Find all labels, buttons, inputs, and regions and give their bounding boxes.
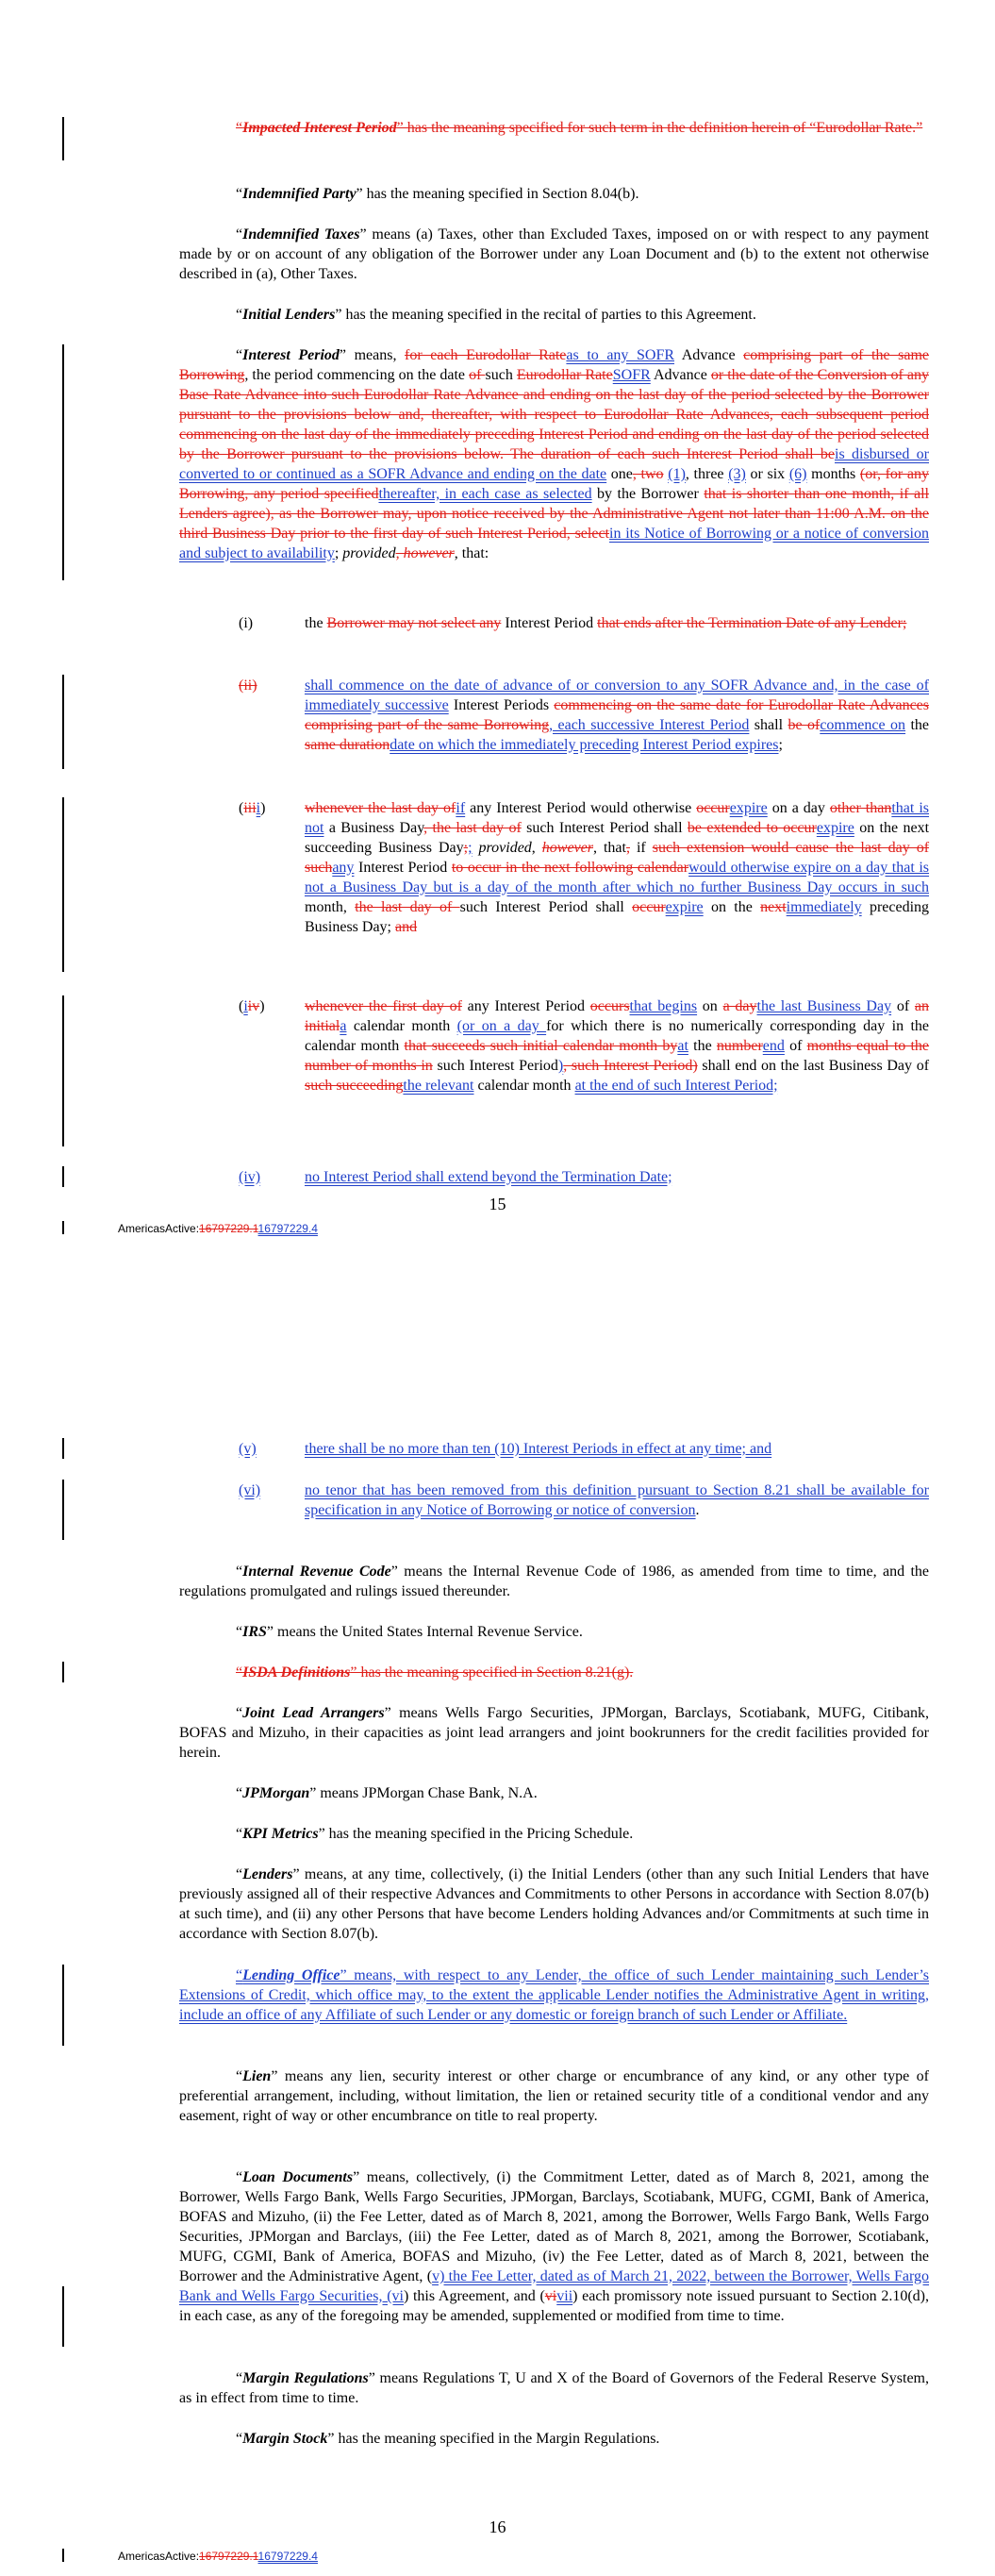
proviso-item-iv: (iiv) whenever the first day of any Interest Period occursthat begins on a daythe last Business Day of an initiala calendar month (or on a day for which there is no numerically corresponding day in the calendar month that succeeds such initial calendar month byat the numberend of months equal to the number of months in such Interest Period), such Interest Period) shall end on the last Business Day of such succeedingthe relevant calendar month at the end of such Interest Period; (239, 998, 930, 1094)
page-16 (0, 1415, 995, 2576)
definition-irs: “IRS” means the United States Internal Revenue Service. (236, 1624, 583, 1640)
definition-kpi-metrics: “KPI Metrics” has the meaning specified in the Pricing Schedule. (236, 1826, 634, 1842)
definition-indemnified-party: “Indemnified Party” has the meaning specified in Section 8.04(b). (236, 186, 639, 202)
definition-jpmorgan: “JPMorgan” means JPMorgan Chase Bank, N.A. (236, 1785, 538, 1801)
definition-interest-period: “Interest Period” means, for each Eurodollar Rateas to any SOFR Advance comprising part of the same Borrowing, the period commencing on the date of such Eurodollar RateSOFR Advance or the date of the Conversion of any Base Rate Advance into such Eurodollar Rate Advance and ending on the last day of the period selected by the Borrower pursuant to the provisions below and, thereafter, with respect to Eurodollar Rate Advances, each subsequent period commencing on the last day of the immediately preceding Interest Period and ending on the last day of the period selected by the Borrower pursuant to the provisions below. The duration of each such Interest Period shall beis disbursed or converted to or continued as a SOFR Advance and ending on the date one, two (1), three (3) or six (6) months (or, for any Borrowing, any period specifiedthereafter, in each case as selected by the Borrower that is shorter than one month, if all Lenders agree), as the Borrower may, upon notice received by the Administrative Agent not later than 11:00 A.M. on the third Business Day prior to the first day of such Interest Period, selectin its Notice of Borrowing or a notice of conversion and subject to availability; provided, however, that: (179, 347, 930, 561)
document-footer: AmericasActive:16797229.116797229.4 (118, 2550, 318, 2563)
change-bar (62, 1438, 64, 1459)
definition-indemnified-taxes: “Indemnified Taxes” means (a) Taxes, other than Excluded Taxes, imposed on or with respect to any payment made by or on account of any obligation of the Borrower under any Loan Document and (b) to the extent not otherwise described in (a), Other Taxes. (179, 226, 929, 282)
definition-isda-definitions: “ISDA Definitions” has the meaning specified in Section 8.21(g). (236, 1664, 634, 1681)
change-bar (62, 1965, 64, 2046)
definition-margin-stock: “Margin Stock” has the meaning specified in the Margin Regulations. (236, 2431, 660, 2447)
change-bar (62, 1166, 64, 1187)
change-bar (62, 675, 64, 769)
change-bar (62, 1221, 64, 1234)
document-footer: AmericasActive:16797229.116797229.4 (118, 1222, 318, 1235)
proviso-item-ii: (ii) shall commence on the date of advance of or conversion to any SOFR Advance and, in the case of immediately successive Interest Periods commencing on the same date for Eurodollar Rate Advances comprising part of the same Borrowing, each successive Interest Period shall be ofcommence on the same durationdate on which the immediately preceding Interest Period expires; (239, 677, 930, 753)
definition-impacted-interest-period: “Impacted Interest Period” has the meaning specified for such term in the definition herein of “Eurodollar Rate.” (236, 120, 923, 136)
change-bar (62, 117, 64, 160)
change-bar (62, 995, 64, 1146)
change-bar (62, 797, 64, 972)
change-bar (62, 1662, 64, 1682)
proviso-item-vi: (vi) no tenor that has been removed from this definition pursuant to Section 8.21 shall be available for specification in any Notice of Borrowing or notice of conversion. (239, 1482, 929, 1518)
page-number: 16 (489, 2517, 506, 2536)
page-number: 15 (489, 1195, 506, 1213)
change-bar (62, 2549, 64, 2562)
definition-lenders: “Lenders” means, at any time, collectively, (i) the Initial Lenders (other than any such Initial Lenders that have previously assigned all of their respective Advances and Commitments to other Persons in accordance with Section 8.07(b) at such time), and (ii) any other Persons that have become Lenders holding Advances and/or Commitments at such time in accordance with Section 8.07(b). (179, 1866, 929, 1942)
change-bar (62, 1480, 64, 1540)
definition-lending-office: “Lending Office” means, with respect to any Lender, the office of such Lender maintaining such Lender’s Extensions of Credit, which office may, to the extent the applicable Lender notifies the Administrative Agent in writing, include an office of any Affiliate of such Lender or any domestic or foreign branch of such Lender or Affiliate. (179, 1967, 930, 2023)
definition-loan-documents: “Loan Documents” means, collectively, (i) the Commitment Letter, dated as of March 8, 2021, among the Borrower, Wells Fargo Bank, Wells Fargo Securities, JPMorgan, Barclays, Scotiabank, MUFG, CGMI, Bank of America, BOFAS and Mizuho, (ii) the Fee Letter, dated as of March 8, 2021, among the Borrower, Wells Fargo Bank, Wells Fargo Securities, JPMorgan and Barclays, (iii) the Fee Letter, dated as of March 8, 2021, among the Borrower, Scotiabank, MUFG, CGMI, Bank of America, BOFAS and Mizuho, (iv) the Fee Letter, dated as of March 8, 2021, between the Borrower and the Administrative Agent, (v) the Fee Letter, dated as of March 21, 2022, between the Borrower, Wells Fargo Bank and Wells Fargo Securities, (vi) this Agreement, and (vivii) each promissory note issued pursuant to Section 2.10(d), in each case, as any of the foregoing may be amended, supplemented or modified from time to time. (179, 2169, 930, 2324)
definition-margin-regulations: “Margin Regulations” means Regulations T, U and X of the Board of Governors of the Federal Reserve System, as in effect from time to time. (179, 2370, 929, 2406)
change-bar (62, 2286, 64, 2347)
proviso-item-iv-new: (iv) no Interest Period shall extend beyond the Termination Date; (239, 1169, 672, 1185)
proviso-item-v: (v) there shall be no more than ten (10) Interest Periods in effect at any time; and (239, 1441, 772, 1457)
definition-initial-lenders: “Initial Lenders” has the meaning specified in the recital of parties to this Agreement. (236, 307, 756, 323)
proviso-item-iii: (iiii) whenever the last day ofif any Interest Period would otherwise occurexpire on a day other thanthat is not a Business Day, the last day of such Interest Period shall be extended to occurexpire on the next succeeding Business Day;; provided, however, that, if such extension would cause the last day of suchany Interest Period to occur in the next following calendarwould otherwise expire on a day that is not a Business Day but is a day of the month after which no further Business Day occurs in such month, the last day of such Interest Period shall occurexpire on the nextimmediately preceding Business Day; and (239, 800, 930, 935)
proviso-item-i: (i) the Borrower may not select any Interest Period that ends after the Termination Date of any Lender; (239, 615, 907, 631)
change-bar (62, 344, 64, 580)
definition-internal-revenue-code: “Internal Revenue Code” means the Internal Revenue Code of 1986, as amended from time to time, and the regulations promulgated and rulings issued thereunder. (179, 1564, 930, 1599)
page-15 (0, 0, 995, 1235)
definition-joint-lead-arrangers: “Joint Lead Arrangers” means Wells Fargo Securities, JPMorgan, Barclays, Scotiabank, MUFG, Citibank, BOFAS and Mizuho, in their capacities as joint lead arrangers and joint bookrunners for the credit facilities provided for herein. (179, 1705, 929, 1761)
definition-lien: “Lien” means any lien, security interest or other charge or encumbrance of any kind, or any other type of preferential arrangement, including, without limitation, the lien or retained security title of a conditional vendor and any easement, right of way or other encumbrance on title to real property. (179, 2068, 929, 2124)
